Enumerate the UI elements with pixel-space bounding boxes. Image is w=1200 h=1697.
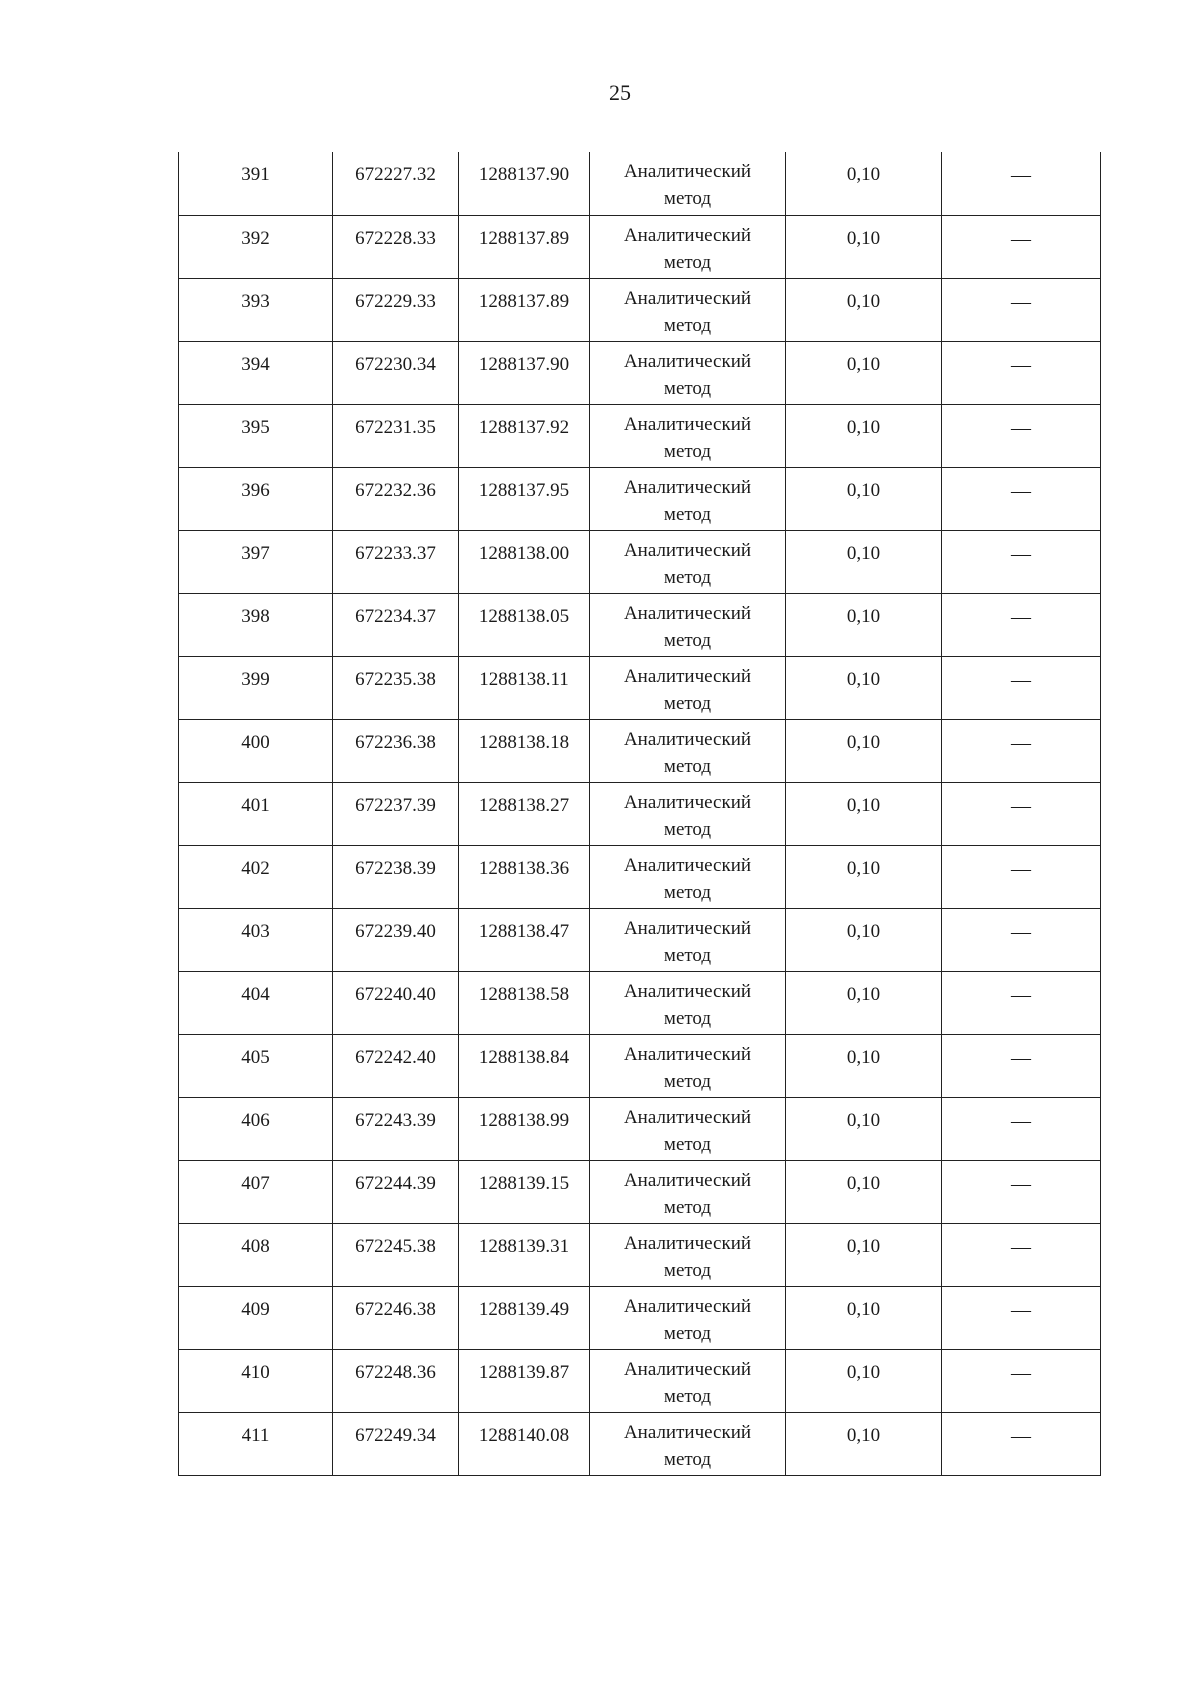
table-row [179,1223,1101,1286]
coordinates-table [178,152,1101,1476]
method-line-2: метод [663,1448,712,1470]
accuracy-cell: 0,10 [786,1286,942,1349]
point-number-cell: 403 [179,908,333,971]
description-cell [942,782,1101,845]
y-coordinate-cell: 1288137.90 [459,152,590,215]
x-coordinate-cell: 672227.32 [333,152,459,215]
coordinates-table-body [179,152,1101,1475]
table-row [179,467,1101,530]
description-cell [942,467,1101,530]
accuracy-cell: 0,10 [786,1412,942,1475]
description-cell [942,152,1101,215]
method-cell [590,1223,786,1286]
accuracy-cell: 0,10 [786,467,942,530]
x-coordinate-cell: 672234.37 [333,593,459,656]
x-coordinate-cell: 672245.38 [333,1223,459,1286]
accuracy-cell: 0,10 [786,845,942,908]
description-cell [942,1034,1101,1097]
method-cell [590,1286,786,1349]
dash-placeholder: — [1011,1172,1031,1195]
dash-placeholder: — [1011,1235,1031,1258]
point-number-cell: 392 [179,215,333,278]
method-line-1: Аналитический [623,350,752,372]
dash-placeholder: — [1011,416,1031,439]
y-coordinate-cell: 1288137.95 [459,467,590,530]
method-line-2: метод [663,881,712,903]
method-cell [590,908,786,971]
dash-placeholder: — [1011,1046,1031,1069]
method-cell [590,1412,786,1475]
x-coordinate-cell: 672235.38 [333,656,459,719]
method-line-2: метод [663,692,712,714]
dash-placeholder: — [1011,1298,1031,1321]
x-coordinate-cell: 672236.38 [333,719,459,782]
method-line-1: Аналитический [623,1358,752,1380]
method-cell [590,404,786,467]
method-line-1: Аналитический [623,161,752,182]
method-line-2: метод [663,1196,712,1218]
method-cell [590,593,786,656]
description-cell [942,908,1101,971]
accuracy-cell: 0,10 [786,908,942,971]
y-coordinate-cell: 1288138.47 [459,908,590,971]
method-line-1: Аналитический [623,476,752,498]
x-coordinate-cell: 672231.35 [333,404,459,467]
description-cell [942,1412,1101,1475]
method-line-2: метод [663,251,712,273]
description-cell [942,1286,1101,1349]
x-coordinate-cell: 672243.39 [333,1097,459,1160]
method-cell [590,152,786,215]
y-coordinate-cell: 1288137.92 [459,404,590,467]
point-number-cell: 408 [179,1223,333,1286]
method-line-1: Аналитический [623,539,752,561]
accuracy-cell: 0,10 [786,719,942,782]
method-line-2: метод [663,503,712,525]
x-coordinate-cell: 672237.39 [333,782,459,845]
description-cell [942,278,1101,341]
x-coordinate-cell: 672248.36 [333,1349,459,1412]
description-cell [942,1160,1101,1223]
description-cell [942,341,1101,404]
method-cell [590,1097,786,1160]
dash-placeholder: — [1011,479,1031,502]
method-line-2: метод [663,1007,712,1029]
accuracy-cell: 0,10 [786,1034,942,1097]
y-coordinate-cell: 1288137.90 [459,341,590,404]
method-cell [590,467,786,530]
method-line-2: метод [663,1259,712,1281]
dash-placeholder: — [1011,1361,1031,1384]
x-coordinate-cell: 672228.33 [333,215,459,278]
dash-placeholder: — [1011,353,1031,376]
accuracy-cell: 0,10 [786,341,942,404]
description-cell [942,1097,1101,1160]
y-coordinate-cell: 1288138.27 [459,782,590,845]
point-number-cell: 411 [179,1412,333,1475]
dash-placeholder: — [1011,542,1031,565]
accuracy-cell: 0,10 [786,152,942,215]
point-number-cell: 407 [179,1160,333,1223]
point-number-cell: 394 [179,341,333,404]
accuracy-cell: 0,10 [786,1223,942,1286]
point-number-cell: 400 [179,719,333,782]
x-coordinate-cell: 672242.40 [333,1034,459,1097]
x-coordinate-cell: 672232.36 [333,467,459,530]
method-cell [590,1349,786,1412]
description-cell [942,215,1101,278]
table-row [179,278,1101,341]
method-line-1: Аналитический [623,1043,752,1065]
x-coordinate-cell: 672246.38 [333,1286,459,1349]
dash-placeholder: — [1011,1109,1031,1132]
dash-placeholder: — [1011,920,1031,943]
y-coordinate-cell: 1288138.05 [459,593,590,656]
accuracy-cell: 0,10 [786,782,942,845]
method-line-1: Аналитический [623,413,752,435]
table-row [179,845,1101,908]
table-row [179,656,1101,719]
point-number-cell: 406 [179,1097,333,1160]
method-line-1: Аналитический [623,1232,752,1254]
method-cell [590,971,786,1034]
table-row [179,1412,1101,1475]
x-coordinate-cell: 672238.39 [333,845,459,908]
y-coordinate-cell: 1288138.58 [459,971,590,1034]
x-coordinate-cell: 672249.34 [333,1412,459,1475]
description-cell [942,530,1101,593]
accuracy-cell: 0,10 [786,215,942,278]
method-line-1: Аналитический [623,287,752,309]
dash-placeholder: — [1011,668,1031,691]
accuracy-cell: 0,10 [786,971,942,1034]
table-row [179,1349,1101,1412]
method-line-1: Аналитический [623,1421,752,1443]
point-number-cell: 398 [179,593,333,656]
method-line-2: метод [663,188,712,209]
method-line-1: Аналитический [623,1169,752,1191]
method-line-1: Аналитический [623,1106,752,1128]
table-row [179,152,1101,215]
description-cell [942,1223,1101,1286]
method-cell [590,1034,786,1097]
table-row [179,1097,1101,1160]
table-row [179,215,1101,278]
method-line-2: метод [663,440,712,462]
y-coordinate-cell: 1288137.89 [459,278,590,341]
table-row [179,1160,1101,1223]
description-cell [942,971,1101,1034]
y-coordinate-cell: 1288138.18 [459,719,590,782]
method-line-2: метод [663,377,712,399]
table-row [179,719,1101,782]
method-line-1: Аналитический [623,917,752,939]
table-row [179,593,1101,656]
point-number-cell: 404 [179,971,333,1034]
accuracy-cell: 0,10 [786,593,942,656]
method-line-2: метод [663,1133,712,1155]
method-cell [590,341,786,404]
method-line-1: Аналитический [623,791,752,813]
y-coordinate-cell: 1288138.36 [459,845,590,908]
y-coordinate-cell: 1288139.31 [459,1223,590,1286]
method-cell [590,1160,786,1223]
table-row [179,341,1101,404]
point-number-cell: 402 [179,845,333,908]
accuracy-cell: 0,10 [786,1097,942,1160]
method-line-1: Аналитический [623,1295,752,1317]
dash-placeholder: — [1011,731,1031,754]
table-row [179,404,1101,467]
dash-placeholder: — [1011,1424,1031,1447]
method-line-1: Аналитический [623,224,752,246]
method-line-2: метод [663,314,712,336]
dash-placeholder: — [1011,605,1031,628]
method-line-2: метод [663,1385,712,1407]
accuracy-cell: 0,10 [786,1349,942,1412]
dash-placeholder: — [1011,164,1031,186]
y-coordinate-cell: 1288139.49 [459,1286,590,1349]
accuracy-cell: 0,10 [786,656,942,719]
method-line-2: метод [663,818,712,840]
dash-placeholder: — [1011,290,1031,313]
table-row [179,971,1101,1034]
table-row [179,1286,1101,1349]
dash-placeholder: — [1011,857,1031,880]
dash-placeholder: — [1011,794,1031,817]
point-number-cell: 393 [179,278,333,341]
x-coordinate-cell: 672229.33 [333,278,459,341]
dash-placeholder: — [1011,227,1031,250]
method-cell [590,782,786,845]
y-coordinate-cell: 1288139.87 [459,1349,590,1412]
method-line-2: метод [663,1070,712,1092]
method-line-2: метод [663,629,712,651]
y-coordinate-cell: 1288139.15 [459,1160,590,1223]
point-number-cell: 405 [179,1034,333,1097]
y-coordinate-cell: 1288138.00 [459,530,590,593]
description-cell [942,845,1101,908]
point-number-cell: 396 [179,467,333,530]
method-line-2: метод [663,1322,712,1344]
method-cell [590,845,786,908]
description-cell [942,656,1101,719]
y-coordinate-cell: 1288137.89 [459,215,590,278]
method-line-1: Аналитический [623,854,752,876]
dash-placeholder: — [1011,983,1031,1006]
method-cell [590,215,786,278]
point-number-cell: 409 [179,1286,333,1349]
x-coordinate-cell: 672230.34 [333,341,459,404]
description-cell [942,1349,1101,1412]
x-coordinate-cell: 672240.40 [333,971,459,1034]
point-number-cell: 397 [179,530,333,593]
x-coordinate-cell: 672239.40 [333,908,459,971]
x-coordinate-cell: 672244.39 [333,1160,459,1223]
y-coordinate-cell: 1288138.84 [459,1034,590,1097]
table-row [179,908,1101,971]
point-number-cell: 410 [179,1349,333,1412]
x-coordinate-cell: 672233.37 [333,530,459,593]
method-line-1: Аналитический [623,980,752,1002]
method-line-1: Аналитический [623,665,752,687]
point-number-cell: 395 [179,404,333,467]
method-line-2: метод [663,755,712,777]
method-line-2: метод [663,566,712,588]
accuracy-cell: 0,10 [786,530,942,593]
accuracy-cell: 0,10 [786,404,942,467]
table-row [179,782,1101,845]
description-cell [942,593,1101,656]
table-row [179,1034,1101,1097]
y-coordinate-cell: 1288138.99 [459,1097,590,1160]
page-number: 25 [609,80,631,105]
point-number-cell: 401 [179,782,333,845]
method-line-1: Аналитический [623,728,752,750]
method-cell [590,278,786,341]
method-cell [590,530,786,593]
table-row [179,530,1101,593]
description-cell [942,404,1101,467]
method-line-1: Аналитический [623,602,752,624]
method-line-2: метод [663,944,712,966]
method-cell [590,719,786,782]
y-coordinate-cell: 1288140.08 [459,1412,590,1475]
method-cell [590,656,786,719]
accuracy-cell: 0,10 [786,278,942,341]
point-number-cell: 399 [179,656,333,719]
accuracy-cell: 0,10 [786,1160,942,1223]
point-number-cell: 391 [179,152,333,215]
y-coordinate-cell: 1288138.11 [459,656,590,719]
description-cell [942,719,1101,782]
